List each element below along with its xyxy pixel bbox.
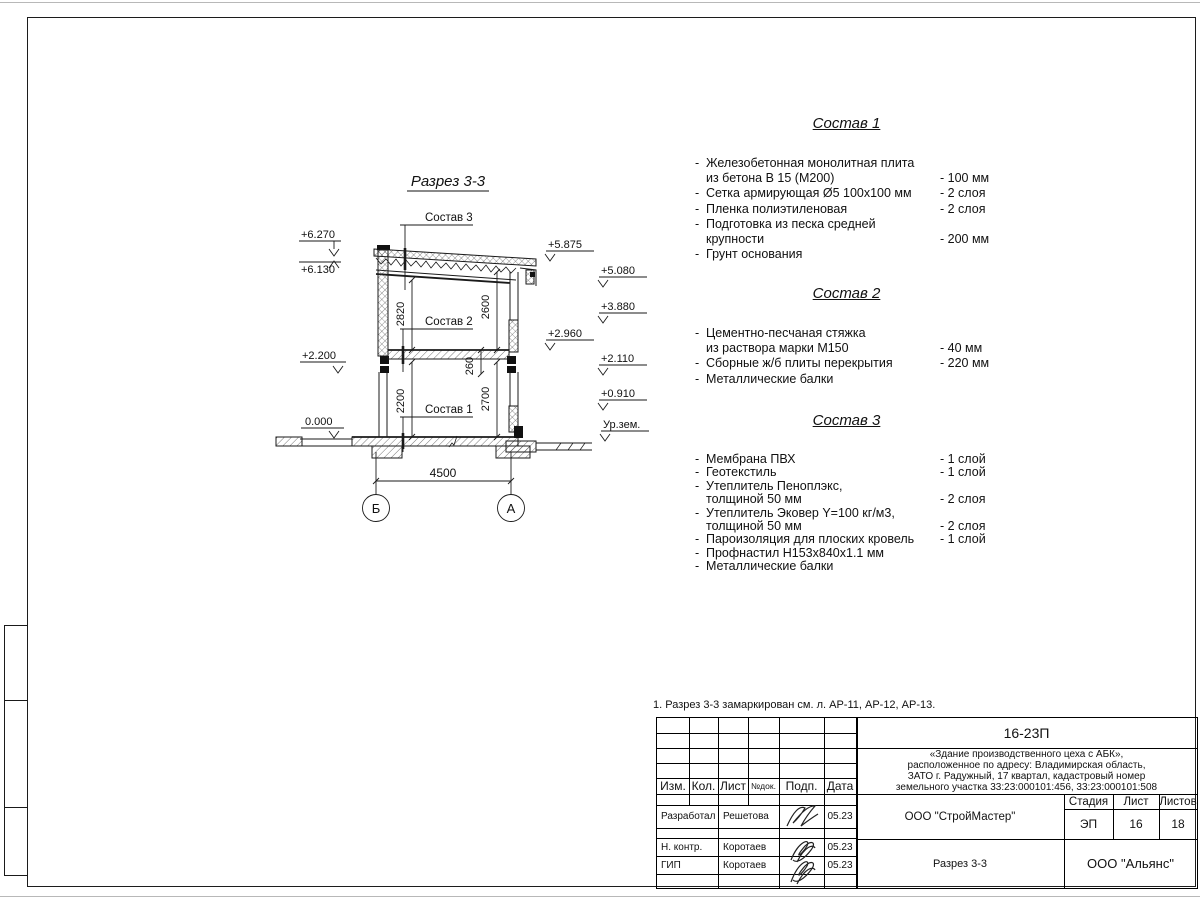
col-izm: Изм. (660, 779, 686, 793)
row-name: Решетова (723, 811, 769, 822)
svg-text:2200: 2200 (395, 388, 407, 414)
spec-sostav-2 (695, 285, 998, 387)
spec-title: Состав 3 (812, 412, 881, 429)
spec-sostav-1 (695, 115, 998, 262)
title-block (656, 717, 1198, 889)
svg-text:Ур.зем.: Ур.зем. (603, 419, 641, 431)
svg-text:2700: 2700 (480, 386, 492, 412)
signatures (779, 796, 824, 888)
stage-label: Стадия (1068, 795, 1109, 808)
svg-text:+5.875: +5.875 (548, 239, 582, 251)
svg-text:+6.130: +6.130 (301, 264, 335, 276)
svg-text:+2.200: +2.200 (302, 350, 336, 362)
stage-value: ЭП (1079, 817, 1098, 831)
spec-item: - Грунт основания (695, 247, 803, 262)
doc-number: 16-23П (1003, 725, 1050, 741)
spec-item: - Металлические балки (695, 559, 834, 574)
row-date: 05.23 (827, 859, 853, 871)
spec-title: Состав 1 (812, 115, 881, 132)
note: 1. Разрез 3-3 замаркирован см. л. АР-11, АР-12, АР-13. (653, 699, 936, 711)
svg-text:+0.910: +0.910 (601, 388, 635, 400)
svg-text:0.000: 0.000 (305, 416, 333, 428)
spec-item: - Утеплитель Пеноплэкс, толщиной 50 мм - 2 слоя (695, 478, 986, 507)
spec-item: - Пароизоляция для плоских кровель - 1 слой (695, 532, 986, 547)
row-role: Н. контр. (661, 841, 703, 853)
spec-item: - Сборные ж/б плиты перекрытия - 220 мм (695, 356, 990, 371)
elevation-marks-right (545, 251, 649, 441)
page-top-edge (0, 2, 1200, 3)
sheets-value: 18 (1171, 817, 1185, 831)
spec-title: Состав 2 (812, 285, 881, 302)
sheet-label: Лист (1123, 795, 1149, 808)
row-role: Разработал (661, 811, 716, 822)
section-title: Разрез 3-3 (410, 173, 486, 190)
drawing-name: Разрез 3-3 (932, 857, 987, 870)
col-data: Дата (826, 779, 854, 793)
row-name: Коротаев (723, 859, 767, 871)
span-dimension (363, 452, 525, 522)
label-sostav2: Состав 2 (425, 316, 473, 328)
row-date: 05.23 (827, 811, 853, 822)
row-date: 05.23 (827, 841, 853, 853)
spec-item: - Железобетонная монолитная плита из бетона В 15 (М200) - 100 мм (695, 156, 990, 186)
svg-text:4500: 4500 (429, 466, 457, 480)
spec-item: - Цементно-песчаная стяжка из раствора марки М150 - 40 мм (695, 326, 983, 356)
spec-item: - Профнастил Н153х840х1.1 мм (695, 545, 885, 560)
spec-item: - Пленка полиэтиленовая - 2 слоя (695, 201, 986, 216)
col-list: Лист (719, 779, 747, 793)
axis-left-label: Б (371, 501, 381, 516)
svg-text:260: 260 (464, 356, 476, 376)
col-kol: Кол. (691, 779, 716, 793)
svg-text:+5.080: +5.080 (601, 265, 635, 277)
project-description: «Здание производственного цеха с АБК», расположенное по адресу: Владимирская область, ЗАТО г. Радужный, 17 квартал, кадастровый номер земельного участка 33:23:000101:456, 33:23:000101:508 (895, 749, 1158, 793)
spec-sostav-3 (695, 412, 998, 574)
svg-text:+3.880: +3.880 (601, 301, 635, 313)
svg-text:+2.960: +2.960 (548, 328, 582, 340)
spec-item: - Металлические балки (695, 371, 834, 386)
col-ndok: №док. (751, 781, 776, 791)
label-sostav1: Состав 1 (425, 404, 473, 416)
spec-item: - Сетка армирующая Ø5 100х100 мм - 2 слоя (695, 186, 986, 201)
sheets-label: Листов (1159, 795, 1197, 808)
spec-item: - Геотекстиль - 1 слой (695, 465, 986, 480)
row-role: ГИП (661, 859, 681, 871)
spec-item: - Подготовка из песка средней крупности - 200 мм (695, 216, 990, 247)
page-bottom-edge (0, 896, 1200, 897)
org-client: ООО "Альянс" (1087, 856, 1174, 871)
col-podp: Подп. (785, 779, 818, 793)
svg-text:2600: 2600 (480, 294, 492, 320)
section-drawing (260, 160, 670, 540)
label-sostav3: Состав 3 (425, 212, 473, 224)
spec-item: - Утеплитель Эковер Y=100 кг/м3, толщиной 50 мм - 2 слоя (695, 505, 986, 534)
svg-text:2820: 2820 (395, 301, 407, 327)
spec-item: - Мембрана ПВХ - 1 слой (695, 452, 986, 466)
svg-text:+6.270: +6.270 (301, 229, 335, 241)
org-designer: ООО "СтройМастер" (904, 810, 1016, 823)
row-name: Коротаев (723, 841, 767, 853)
axis-right-label: А (506, 501, 516, 516)
sheet-value: 16 (1129, 817, 1143, 831)
svg-text:+2.110: +2.110 (601, 353, 635, 365)
